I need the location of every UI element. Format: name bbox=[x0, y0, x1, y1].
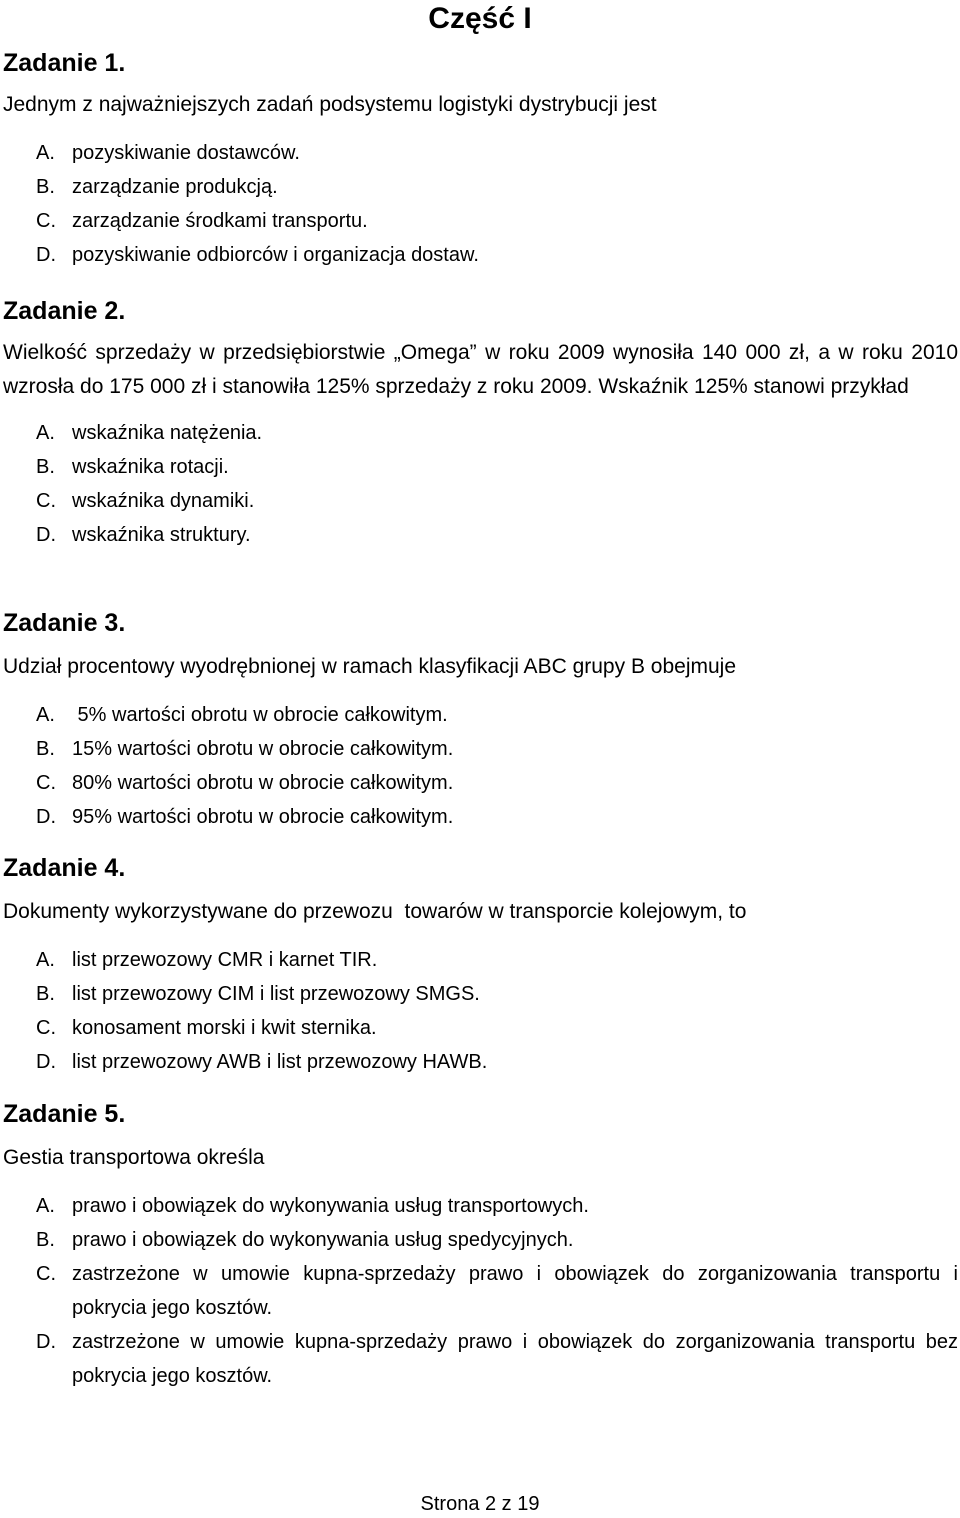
task-5 bbox=[0, 1099, 960, 1393]
option-text: prawo i obowiązek do wykonywania usług spedycyjnych. bbox=[72, 1229, 574, 1251]
option-text: 95% wartości obrotu w obrocie całkowitym. bbox=[72, 806, 454, 828]
option-letter: D. bbox=[36, 1331, 56, 1353]
option-letter: D. bbox=[36, 244, 56, 266]
task-3 bbox=[0, 608, 960, 834]
option-text: zastrzeżone w umowie kupna-sprzedaży prawo i obowiązek do zorganizowania transportu bez pokrycia jego kosztów. bbox=[72, 1331, 958, 1387]
option-text: list przewozowy CIM i list przewozowy SMGS. bbox=[72, 983, 480, 1005]
option-text: pozyskiwanie odbiorców i organizacja dostaw. bbox=[72, 244, 479, 266]
task-4 bbox=[0, 853, 960, 1079]
option-letter: C. bbox=[36, 490, 56, 512]
option-letter: A. bbox=[36, 142, 55, 164]
task-title: Zadanie 2. bbox=[3, 297, 126, 325]
answer-options bbox=[0, 943, 960, 1079]
answer-option-d bbox=[0, 800, 958, 834]
answer-option-d bbox=[0, 1045, 958, 1079]
task-title: Zadanie 3. bbox=[3, 609, 126, 637]
answer-option-b bbox=[0, 450, 958, 484]
option-letter: D. bbox=[36, 1051, 56, 1073]
option-text: konosament morski i kwit sternika. bbox=[72, 1017, 377, 1039]
option-letter: D. bbox=[36, 806, 56, 828]
answer-option-d bbox=[0, 1325, 958, 1393]
option-letter: A. bbox=[36, 422, 55, 444]
task-question: Dokumenty wykorzystywane do przewozu towarów w transporcie kolejowym, to bbox=[3, 900, 747, 923]
option-letter: C. bbox=[36, 772, 56, 794]
option-text: wskaźnika natężenia. bbox=[72, 422, 263, 444]
task-question: Wielkość sprzedaży w przedsiębiorstwie „Omega” w roku 2009 wynosiła 140 000 zł, a w roku 2010 wzrosła do 175 000 zł i stanowiła 125% sprzedaży z roku 2009. Wskaźnik 125% stanowi przykład bbox=[3, 341, 958, 398]
answer-option-a bbox=[0, 416, 958, 450]
option-letter: B. bbox=[36, 456, 55, 478]
option-text: wskaźnika struktury. bbox=[72, 524, 251, 546]
answer-option-c bbox=[0, 204, 958, 238]
option-text: 80% wartości obrotu w obrocie całkowitym. bbox=[72, 772, 454, 794]
option-text: pozyskiwanie dostawców. bbox=[72, 142, 300, 164]
option-text: prawo i obowiązek do wykonywania usług transportowych. bbox=[72, 1195, 589, 1217]
option-letter: A. bbox=[36, 704, 55, 726]
task-1 bbox=[0, 48, 960, 272]
answer-option-b bbox=[0, 170, 958, 204]
page-number: Strona 2 z 19 bbox=[420, 1493, 540, 1515]
option-text: zarządzanie środkami transportu. bbox=[72, 210, 368, 232]
task-title: Zadanie 4. bbox=[3, 854, 126, 882]
answer-option-a bbox=[0, 943, 958, 977]
option-text: wskaźnika rotacji. bbox=[72, 456, 229, 478]
option-text: wskaźnika dynamiki. bbox=[72, 490, 255, 512]
option-letter: D. bbox=[36, 524, 56, 546]
answer-option-d bbox=[0, 518, 958, 552]
answer-option-b bbox=[0, 977, 958, 1011]
option-letter: B. bbox=[36, 738, 55, 760]
answer-option-b bbox=[0, 1223, 958, 1257]
option-letter: A. bbox=[36, 1195, 55, 1217]
option-letter: B. bbox=[36, 983, 55, 1005]
answer-option-a bbox=[0, 1189, 958, 1223]
answer-option-c bbox=[0, 484, 958, 518]
option-text: zastrzeżone w umowie kupna-sprzedaży prawo i obowiązek do zorganizowania transportu i pokrycia jego kosztów. bbox=[72, 1263, 958, 1319]
answer-option-a bbox=[0, 698, 958, 732]
task-question: Gestia transportowa określa bbox=[3, 1146, 265, 1169]
answer-option-c bbox=[0, 766, 958, 800]
answer-option-c bbox=[0, 1257, 958, 1325]
option-letter: B. bbox=[36, 176, 55, 198]
option-text: 5% wartości obrotu w obrocie całkowitym. bbox=[72, 704, 448, 726]
option-letter: C. bbox=[36, 1017, 56, 1039]
task-question: Udział procentowy wyodrębnionej w ramach klasyfikacji ABC grupy B obejmuje bbox=[3, 655, 737, 678]
option-text: 15% wartości obrotu w obrocie całkowitym. bbox=[72, 738, 454, 760]
option-letter: C. bbox=[36, 210, 56, 232]
answer-options bbox=[0, 1189, 960, 1393]
answer-options bbox=[0, 416, 960, 552]
answer-option-b bbox=[0, 732, 958, 766]
option-letter: B. bbox=[36, 1229, 55, 1251]
answer-option-a bbox=[0, 136, 958, 170]
option-text: list przewozowy CMR i karnet TIR. bbox=[72, 949, 378, 971]
task-question: Jednym z najważniejszych zadań podsystemu logistyki dystrybucji jest bbox=[3, 93, 657, 116]
answer-options bbox=[0, 698, 960, 834]
option-text: list przewozowy AWB i list przewozowy HAWB. bbox=[72, 1051, 488, 1073]
answer-options bbox=[0, 136, 960, 272]
answer-option-c bbox=[0, 1011, 958, 1045]
answer-option-d bbox=[0, 238, 958, 272]
option-letter: A. bbox=[36, 949, 55, 971]
task-title: Zadanie 1. bbox=[3, 49, 126, 77]
page-title: Część I bbox=[428, 2, 532, 35]
option-letter: C. bbox=[36, 1263, 56, 1285]
task-2 bbox=[0, 296, 960, 552]
option-text: zarządzanie produkcją. bbox=[72, 176, 278, 198]
task-title: Zadanie 5. bbox=[3, 1100, 126, 1128]
